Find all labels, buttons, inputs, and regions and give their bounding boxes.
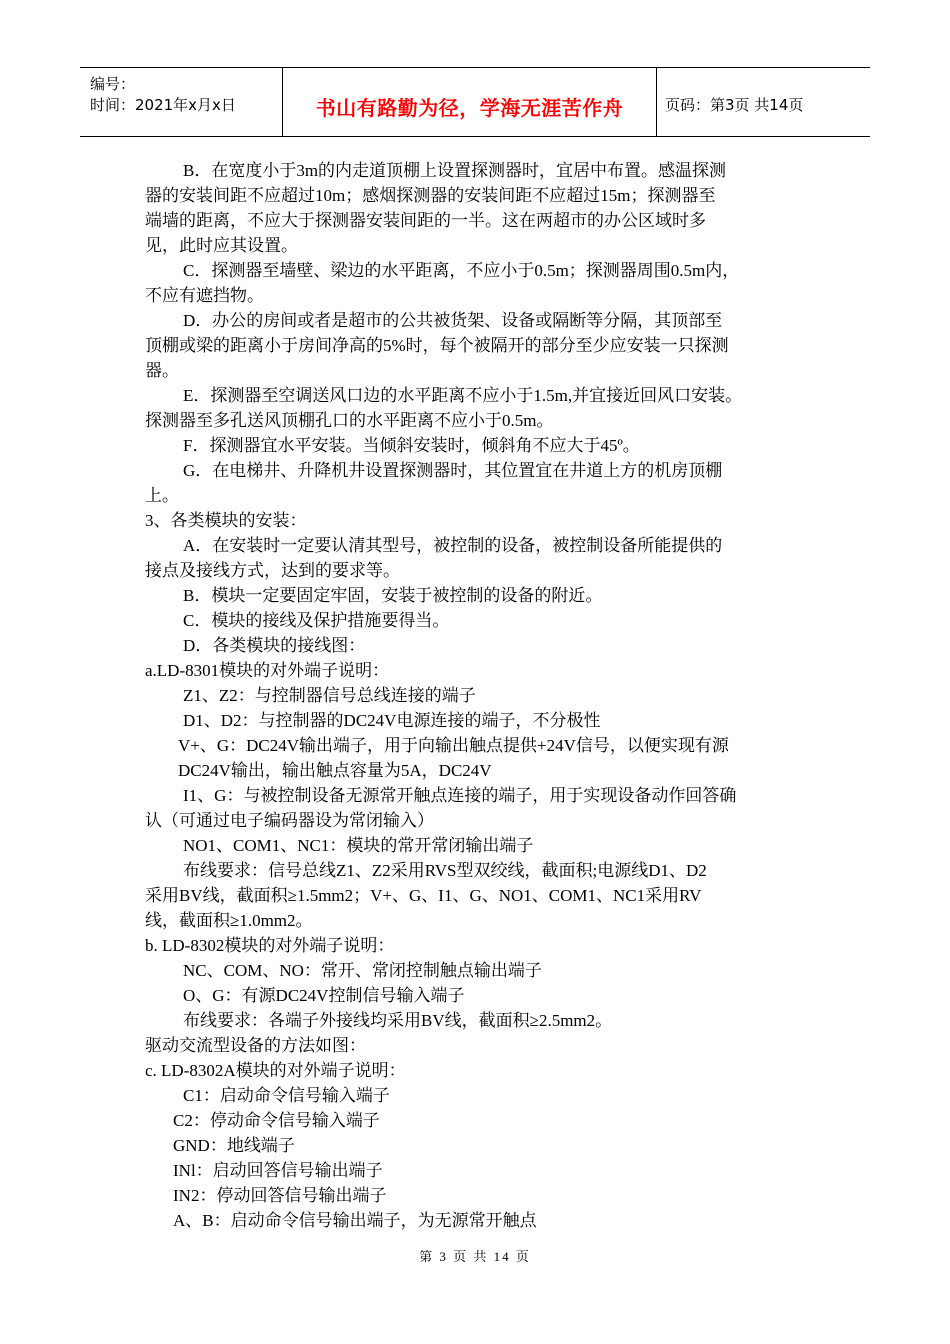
paragraph-line: 接点及接线方式，达到的要求等。 (145, 561, 400, 580)
paragraph-line: 器的安装间距不应超过10m；感烟探测器的安装间距不应超过15m；探测器至 (145, 186, 716, 205)
paragraph-line: 顶棚或梁的距离小于房间净高的5%时，每个被隔开的部分至少应安装一只探测 (145, 336, 729, 355)
paragraph-line: 驱动交流型设备的方法如图： (145, 1036, 366, 1055)
paragraph-line: F．探测器宜水平安装。当倾斜安装时，倾斜角不应大于45º。 (183, 436, 640, 455)
paragraph-line: V+、G：DC24V输出端子，用于向输出触点提供+24V信号，以便实现有源 (178, 736, 729, 755)
paragraph-line: E．探测器至空调送风口边的水平距离不应小于1.5m,并宜接近回风口安装。 (183, 386, 743, 405)
paragraph-line: D．各类模块的接线图： (183, 636, 366, 655)
paragraph-line: O、G：有源DC24V控制信号输入端子 (183, 986, 465, 1005)
paragraph-line: B．在宽度小于3m的内走道顶棚上设置探测器时，宜居中布置。感温探测 (183, 161, 727, 180)
paragraph-line: a.LD-8301模块的对外端子说明： (145, 661, 390, 680)
document-body (145, 158, 810, 1233)
paragraph-line: D．办公的房间或者是超市的公共被货架、设备或隔断等分隔，其顶部至 (183, 311, 723, 330)
paragraph-line: Z1、Z2：与控制器信号总线连接的端子 (183, 686, 476, 705)
paragraph-line: 3、各类模块的安装： (145, 511, 307, 530)
paragraph-line: 不应有遮挡物。 (145, 286, 264, 305)
paragraph-line: 布线要求：信号总线Z1、Z2采用RVS型双绞线，截面积;电源线D1、D2 (183, 861, 707, 880)
paragraph-line: INl：启动回答信号输出端子 (173, 1161, 383, 1180)
paragraph-line: 器。 (145, 361, 179, 380)
paragraph-line: C2：停动命令信号输入端子 (173, 1111, 380, 1130)
header-page-cell (657, 68, 870, 136)
paragraph-line: B．模块一定要固定牢固，安装于被控制的设备的附近。 (183, 586, 603, 605)
document-number-label: 编号： (90, 75, 136, 93)
paragraph-line: 端墙的距离，不应大于探测器安装间距的一半。这在两超市的办公区域时多 (145, 211, 706, 230)
paragraph-line: A．在安装时一定要认清其型号，被控制的设备，被控制设备所能提供的 (183, 536, 723, 555)
paragraph-line: G．在电梯井、升降机井设置探测器时，其位置宜在井道上方的机房顶棚 (183, 461, 723, 480)
paragraph-line: DC24V输出，输出触点容量为5A，DC24V (178, 761, 492, 780)
paragraph-line: 上。 (145, 486, 179, 505)
page-header (80, 67, 870, 137)
document-time-label: 时间：2021年x月x日 (90, 96, 236, 114)
paragraph-line: 线，截面积≥1.0mm2。 (145, 911, 313, 930)
paragraph-line: C．探测器至墙壁、梁边的水平距离，不应小于0.5m；探测器周围0.5m内， (183, 261, 740, 280)
paragraph-line: 认（可通过电子编码器设为常闭输入） (145, 811, 434, 830)
paragraph-line: c. LD-8302A模块的对外端子说明： (145, 1061, 406, 1080)
paragraph-line: C．模块的接线及保护措施要得当。 (183, 611, 450, 630)
paragraph-line: 采用BV线，截面积≥1.5mm2；V+、G、I1、G、NO1、COM1、NC1采用RV (145, 886, 702, 905)
header-info-cell (80, 68, 283, 136)
paragraph-line: D1、D2：与控制器的DC24V电源连接的端子，不分极性 (183, 711, 601, 730)
paragraph-line: 探测器至多孔送风顶棚孔口的水平距离不应小于0.5m。 (145, 411, 554, 430)
paragraph-line: GND：地线端子 (173, 1136, 295, 1155)
header-motto-cell (283, 68, 657, 136)
paragraph-line: IN2：停动回答信号输出端子 (173, 1186, 387, 1205)
header-motto: 书山有路勤为径，学海无涯苦作舟 (315, 96, 624, 120)
paragraph-line: 布线要求：各端子外接线均采用BV线，截面积≥2.5mm2。 (183, 1011, 613, 1030)
page-footer: 第 3 页 共 14 页 (419, 1249, 531, 1264)
paragraph-line: I1、G：与被控制设备无源常开触点连接的端子，用于实现设备动作回答确 (183, 786, 737, 805)
paragraph-line: 见，此时应其设置。 (145, 236, 298, 255)
paragraph-line: C1：启动命令信号输入端子 (183, 1086, 390, 1105)
paragraph-line: NC、COM、NO：常开、常闭控制触点输出端子 (183, 961, 542, 980)
paragraph-line: NO1、COM1、NC1：模块的常开常闭输出端子 (183, 836, 534, 855)
paragraph-line: A、B：启动命令信号输出端子，为无源常开触点 (173, 1211, 537, 1230)
paragraph-line: b. LD-8302模块的对外端子说明： (145, 936, 395, 955)
header-page-number: 页码：第3页 共14页 (665, 96, 804, 114)
